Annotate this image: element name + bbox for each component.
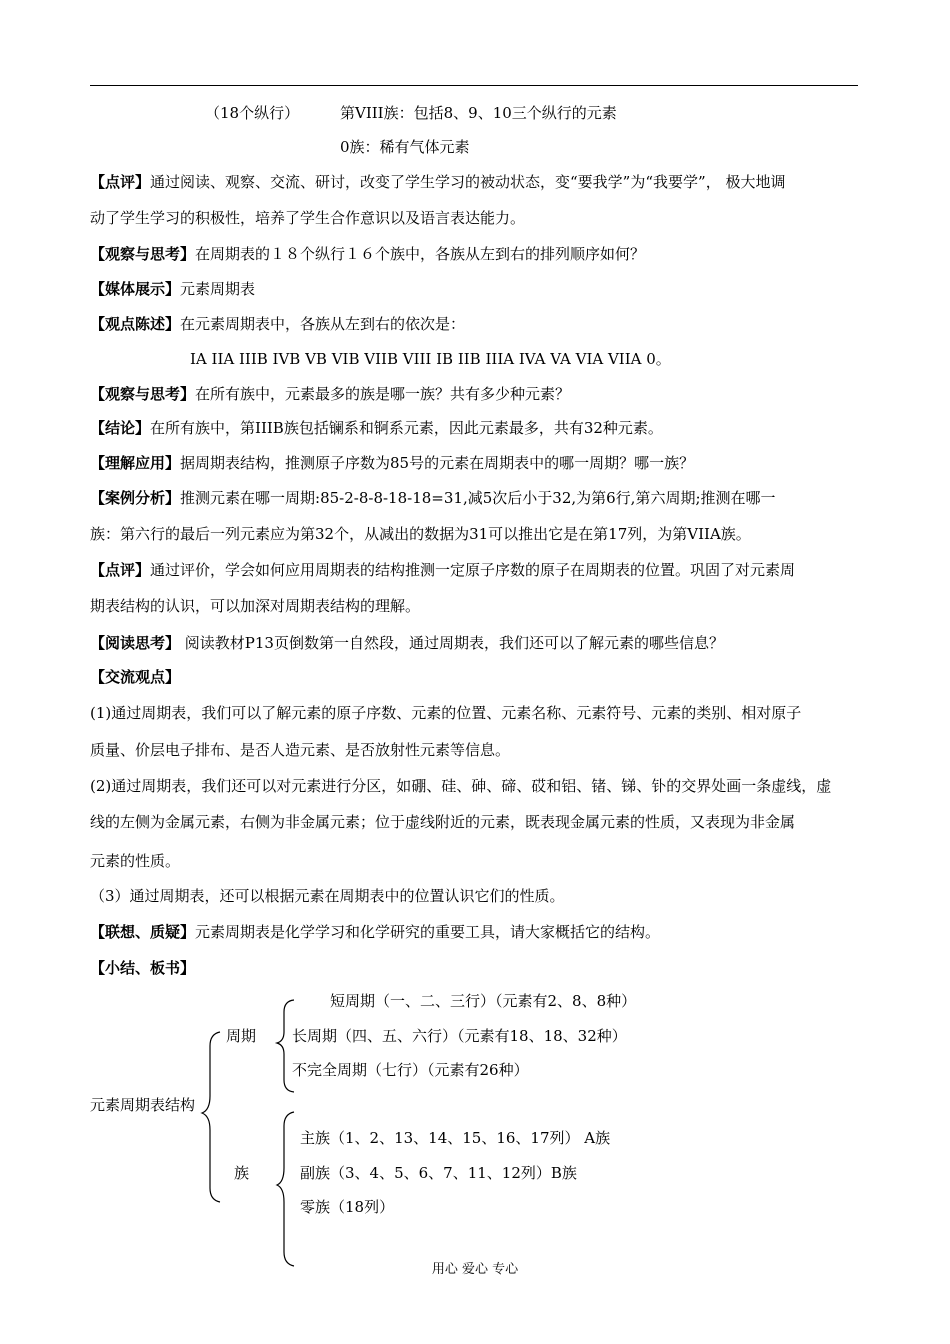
tree-group-main: 主族（1、2、13、14、15、16、17列） A族 [300,1129,611,1147]
paragraph-text: 元素周期表是化学学习和化学研究的重要工具，请大家概括它的结构。 [195,923,661,941]
paragraph-text: 通过阅读、观察、交流、研讨，改变了学生学习的被动状态，变“要我学”为“我要学”， 极大地调 [150,173,786,191]
page-footer: 用心 爱心 专心 [431,1262,519,1277]
paragraph-text-continued: 期表结构的认识，可以加深对周期表结构的理解。 [90,597,421,615]
paragraph-text: 在所有族中，第IIIB族包括镧系和锕系元素，因此元素最多，共有32种元素。 [150,419,663,437]
group8-description: 第VIII族：包括8、9、10三个纵行的元素 [340,104,617,122]
paragraph-text: 在元素周期表中，各族从左到右的依次是： [180,315,466,333]
section-label: 【理解应用】 [90,454,181,472]
tree-period-short: 短周期（一、二、三行）（元素有2、8、8种） [330,992,637,1010]
paragraph-text: 据周期表结构，推测原子序数为85号的元素在周期表中的哪一周期？哪一族？ [180,454,695,472]
paragraph-anli [90,488,776,508]
section-label: 【媒体展示】 [90,280,181,298]
paragraph-guancha-2 [90,384,570,404]
paragraph-guandian [90,314,465,334]
group-brace-icon [270,1110,300,1268]
paragraph-dianping-2 [90,560,795,580]
tree-group-zero: 零族（18列） [300,1198,395,1216]
tree-period-long: 长周期（四、五、六行）（元素有18、18、32种） [292,1027,627,1045]
section-label: 【点评】 [90,561,151,579]
paragraph-guancha-1 [90,244,645,264]
section-label: 【阅读思考】 [90,634,181,652]
group8-left-label: （18个纵行） [205,104,300,122]
paragraph-text-continued: 族：第六行的最后一列元素应为第32个，从减出的数据为31可以推出它是在第17列，为第VIIA族。 [90,525,751,543]
list-item-2-continued: 元素的性质。 [90,852,181,870]
section-label: 【结论】 [90,419,151,437]
paragraph-jielun [90,418,663,438]
paragraph-text: 在所有族中，元素最多的族是哪一族？共有多少种元素？ [195,385,571,403]
paragraph-lijie [90,453,694,473]
section-label-xiaojie: 【小结、板书】 [90,959,196,977]
root-brace-icon [196,1030,226,1205]
section-label-jiaoliu: 【交流观点】 [90,668,181,686]
paragraph-lianxiang [90,922,660,942]
list-item-1: (1)通过周期表，我们可以了解元素的原子序数、元素的位置、元素名称、元素符号、元素的类别、相对原子 [90,704,802,722]
section-label: 【点评】 [90,173,151,191]
section-label: 【观点陈述】 [90,315,181,333]
tree-group-label: 族 [234,1164,250,1182]
list-item-3: （3）通过周期表，还可以根据元素在周期表中的位置认识它们的性质。 [90,887,565,905]
paragraph-dianping-1 [90,172,785,192]
group-order-sequence: IA IIA IIIB IVB VB VIB VIIB VIII IB IIB IIIA IVA VA VIA VIIA 0。 [190,350,671,368]
paragraph-text-continued: 动了学生学习的积极性，培养了学生合作意识以及语言表达能力。 [90,209,526,227]
paragraph-meiti [90,279,255,299]
section-label: 【观察与思考】 [90,245,196,263]
header-rule [90,85,858,86]
paragraph-text: 在周期表的１８个纵行１６个族中，各族从左到右的排列顺序如何？ [195,245,646,263]
paragraph-text: 推测元素在哪一周期:85-2-8-8-18-18=31,减5次后小于32,为第6行,第六周期;推测在哪一 [180,489,776,507]
paragraph-yuedu [90,633,724,653]
group0-description: 0族：稀有气体元素 [340,138,470,156]
paragraph-text: 通过评价，学会如何应用周期表的结构推测一定原子序数的原子在周期表的位置。巩固了对元素周 [150,561,796,579]
tree-group-sub: 副族（3、4、5、6、7、11、12列）B族 [300,1164,577,1182]
paragraph-text: 元素周期表 [180,280,256,298]
tree-period-label: 周期 [226,1027,257,1045]
list-item-1-continued: 质量、价层电子排布、是否人造元素、是否放射性元素等信息。 [90,741,511,759]
section-label: 【联想、质疑】 [90,923,196,941]
list-item-2-continued: 线的左侧为金属元素，右侧为非金属元素；位于虚线附近的元素，既表现金属元素的性质，又表现为非金属 [90,813,796,831]
section-label: 【案例分析】 [90,489,181,507]
tree-period-incomplete: 不完全周期（七行）（元素有26种） [292,1061,529,1079]
paragraph-text: 阅读教材P13页倒数第一自然段，通过周期表，我们还可以了解元素的哪些信息？ [180,634,724,652]
section-label: 【观察与思考】 [90,385,196,403]
list-item-2: (2)通过周期表，我们还可以对元素进行分区，如硼、硅、砷、碲、砹和铝、锗、锑、钋的交界处画一条虚线，虚 [90,777,832,795]
tree-root-label: 元素周期表结构 [90,1096,196,1114]
